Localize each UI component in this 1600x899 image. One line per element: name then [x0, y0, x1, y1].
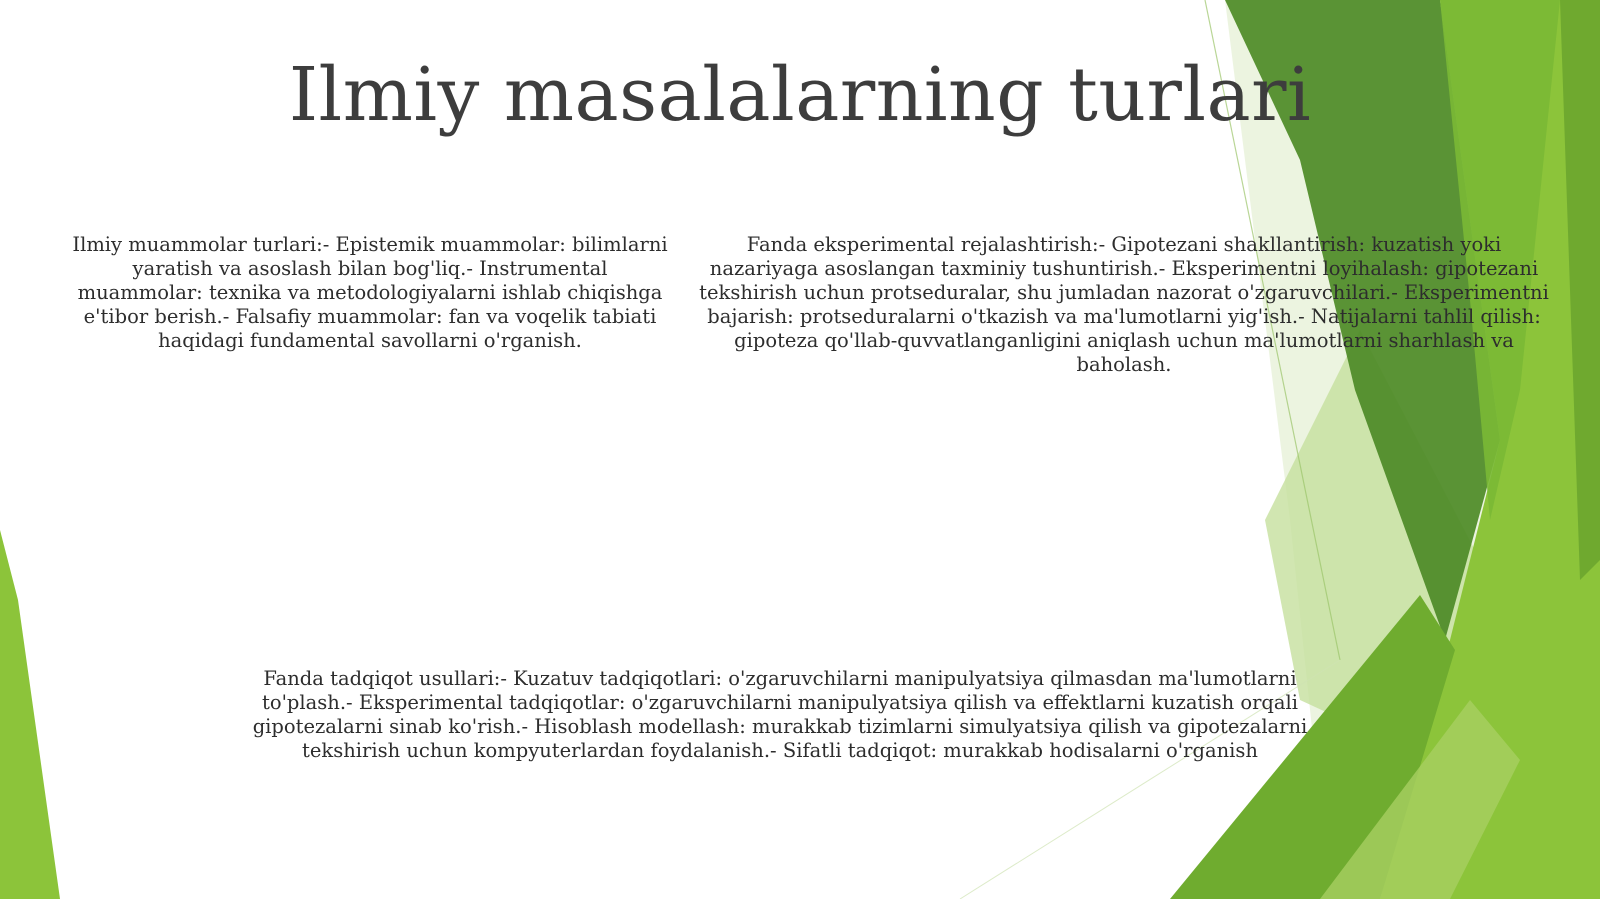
- slide-title: Ilmiy masalalarning turlari: [288, 52, 1312, 138]
- text-block-problem-types: Ilmiy muammolar turlari:- Epistemik muammolar: bilimlarni yaratish va asoslash bilan bog'liq.- Instrumental muammolar: texnika va metodologiyalarni ishlab chiqishga e'tibor berish.- Falsafiy muammolar: fan va voqelik tabiati haqidagi fundamental savollarni o'rganish.: [72, 233, 668, 352]
- text-block-research-methods: Fanda tadqiqot usullari:- Kuzatuv tadqiqotlari: o'zgaruvchilarni manipulyatsiya qilmasdan ma'lumotlarni to'plash.- Eksperimental tadqiqotlar: o'zgaruvchilarni manipulyatsiya qilish va effektlarni kuzatish orqali gipotezalarni sinab ko'rish.- Hisoblash modellash: murakkab tizimlarni simulyatsiya qilish va gipotezalarni tekshirish uchun kompyuterlardan foydalanish.- Sifatli tadqiqot: murakkab hodisalarni o'rganish: [252, 667, 1308, 762]
- text-block-experimental-planning: Fanda eksperimental rejalashtirish:- Gipotezani shakllantirish: kuzatish yoki nazariyaga asoslangan taxminiy tushuntirish.- Eksperimentni loyihalash: gipotezani tekshirish uchun protseduralar, shu jumladan nazorat o'zgaruvchilari.- Eksperimentni bajarish: protseduralarni o'tkazish va ma'lumotlarni yig'ish.- Natijalarni tahlil qilish: gipoteza qo'llab-quvvatlanganligini aniqlash uchun ma'lumotlarni sharhlash va baholash.: [699, 233, 1549, 376]
- left-green-shape: [0, 530, 60, 899]
